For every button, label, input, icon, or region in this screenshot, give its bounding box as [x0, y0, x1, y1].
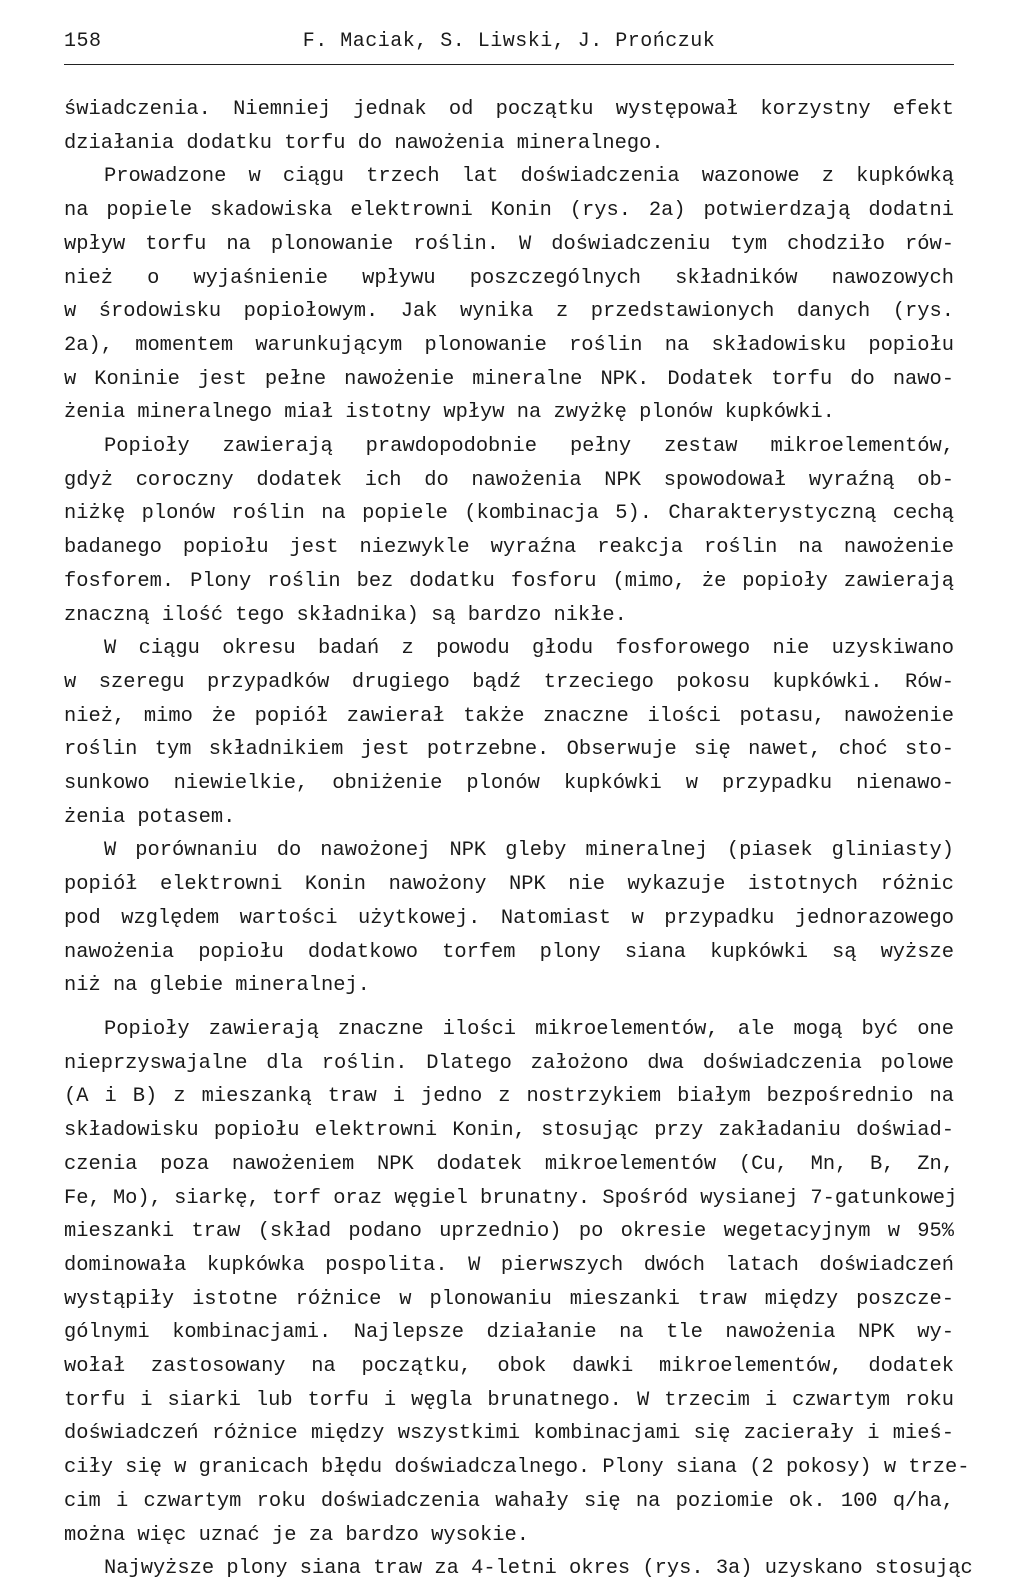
text-line: wpływ torfu na plonowanie roślin. W doświadczeniu tym chodziło rów- [64, 232, 954, 256]
page [64, 30, 973, 1586]
text-line: niż na glebie mineralnej. [64, 974, 370, 998]
paragraph-gap [64, 1003, 954, 1013]
text-line: w Koninie jest pełne nawożenie mineralne NPK. Dodatek torfu do nawo- [64, 367, 954, 391]
text-line: na popiele skadowiska elektrowni Konin (rys. 2a) potwierdzają dodatni [64, 199, 954, 223]
text-line: mieszanki traw (skład podano uprzednio) po okresie wegetacyjnym w 95% [64, 1220, 954, 1244]
text-line: można więc uznać je za bardzo wysokie. [64, 1523, 529, 1547]
text-line: wołał zastosowany na początku, obok dawki mikroelementów, dodatek [64, 1355, 954, 1379]
text-line: (A i B) z mieszanką traw i jedno z nostrzykiem białym bezpośrednio na [64, 1085, 954, 1109]
paragraph [64, 1013, 970, 1552]
text-line: nawożenia popiołu dodatkowo torfem plony siana kupkówki są wyższe [64, 940, 954, 964]
paragraph [64, 93, 954, 160]
page-number: 158 [64, 30, 102, 53]
text-line: świadczenia. Niemniej jednak od początku występował korzystny efekt [64, 98, 954, 121]
paragraph [64, 834, 954, 1003]
text-line: 2a), momentem warunkującym plonowanie roślin na składowisku popiołu [64, 333, 954, 357]
text-line: badanego popiołu jest niezwykle wyraźna reakcja roślin na nawożenie [64, 536, 954, 560]
paragraph [64, 632, 954, 834]
text-line: sunkowo niewielkie, obniżenie plonów kupkówki w przypadku nienawo- [64, 772, 954, 796]
text-line: znaczną ilość tego składnika) są bardzo nikłe. [64, 603, 627, 627]
text-line: żenia potasem. [64, 805, 236, 829]
text-line: popiół elektrowni Konin nawożony NPK nie wykazuje istotnych różnic [64, 873, 954, 897]
text-line: nieprzyswajalne dla roślin. Dlatego założono dwa doświadczenia polowe [64, 1051, 954, 1075]
text-line: Fe, Mo), siarkę, torf oraz węgiel brunatny. Spośród wysianej 7-gatunkowej [64, 1186, 958, 1210]
paragraphs [64, 93, 973, 1586]
text-line: gólnymi kombinacjami. Najlepsze działanie na tle nawożenia NPK wy- [64, 1321, 954, 1345]
text-line: niżkę plonów roślin na popiele (kombinacja 5). Charakterystyczną cechą [64, 502, 954, 526]
text-line: nież o wyjaśnienie wpływu poszczególnych składników nawozowych [64, 266, 954, 290]
text-line: Popioły zawierają prawdopodobnie pełny zestaw mikroelementów, [104, 435, 954, 459]
text-line: Najwyższe plony siana traw za 4-letni okres (rys. 3a) uzyskano stosując [104, 1557, 973, 1581]
text-line: W porównaniu do nawożonej NPK gleby mineralnej (piasek gliniasty) [104, 839, 954, 863]
text-line: ciły się w granicach błędu doświadczalnego. Plony siana (2 pokosy) w trze- [64, 1456, 970, 1480]
text-line: działania dodatku torfu do nawożenia mineralnego. [64, 131, 664, 155]
text-line: wystąpiły istotne różnice w plonowaniu mieszanki traw między poszcze- [64, 1287, 954, 1311]
text-line: W ciągu okresu badań z powodu głodu fosforowego nie uzyskiwano [104, 637, 954, 661]
paragraph [64, 1552, 973, 1586]
text-line: fosforem. Plony roślin bez dodatku fosforu (mimo, że popioły zawierają [64, 569, 954, 593]
text-line: doświadczeń różnice między wszystkimi kombinacjami się zacierały i mieś- [64, 1422, 954, 1446]
text-line: Popioły zawierają znaczne ilości mikroelementów, ale mogą być one [104, 1017, 954, 1041]
paragraph [64, 430, 954, 632]
running-title: F. Maciak, S. Liwski, J. Prończuk [302, 30, 716, 53]
text-line: czenia poza nawożeniem NPK dodatek mikroelementów (Cu, Mn, B, Zn, [64, 1152, 954, 1176]
text-line: cim i czwartym roku doświadczenia wahały się na poziomie ok. 100 q/ha, [64, 1489, 954, 1513]
text-line: pod względem wartości użytkowej. Natomiast w przypadku jednorazowego [64, 906, 954, 930]
paragraph [64, 160, 954, 430]
text-line: dominowała kupkówka pospolita. W pierwszych dwóch latach doświadczeń [64, 1253, 954, 1277]
running-header [64, 30, 954, 65]
text-line: w środowisku popiołowym. Jak wynika z przedstawionych danych (rys. [64, 300, 954, 324]
text-line: składowisku popiołu elektrowni Konin, stosując przy zakładaniu doświad- [64, 1119, 954, 1143]
text-line: żenia mineralnego miał istotny wpływ na zwyżkę plonów kupkówki. [64, 401, 835, 425]
text-line: gdyż coroczny dodatek ich do nawożenia NPK spowodował wyraźną ob- [64, 468, 954, 492]
text-line: w szeregu przypadków drugiego bądź trzeciego pokosu kupkówki. Rów- [64, 670, 954, 694]
text-line: nież, mimo że popiół zawierał także znaczne ilości potasu, nawożenie [64, 704, 954, 728]
text-line: Prowadzone w ciągu trzech lat doświadczenia wazonowe z kupkówką [104, 165, 954, 189]
body-text [64, 93, 973, 1586]
text-line: roślin tym składnikiem jest potrzebne. Obserwuje się nawet, choć sto- [64, 738, 954, 762]
text-line: torfu i siarki lub torfu i węgla brunatnego. W trzecim i czwartym roku [64, 1388, 954, 1412]
